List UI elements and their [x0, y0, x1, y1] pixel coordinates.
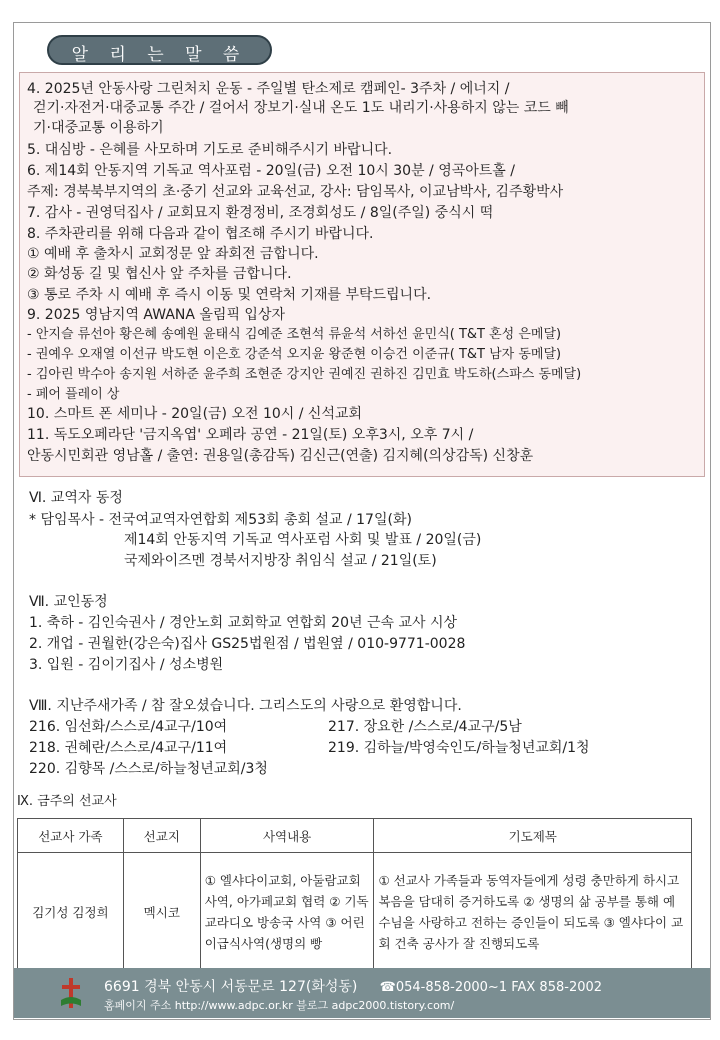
notice-line: 5. 대심방 - 은혜를 사모하며 기도로 준비해주시기 바랍니다. [27, 142, 393, 158]
notice-line: - 페어 플레이 상 [27, 387, 120, 402]
new-family-item: 220. 김향목 /스스로/하늘청년교회/3청 [29, 761, 268, 777]
cell-family: 김기성 김정희 [18, 853, 124, 971]
footer-phone: ☎054-858-2000~1 FAX 858-2002 [379, 980, 603, 995]
member-line: 3. 입원 - 김이기집사 / 성소병원 [29, 657, 224, 673]
notice-line: ② 화성동 길 및 협신사 앞 주차를 금합니다. [27, 266, 292, 282]
header-prayer: 기도제목 [374, 819, 692, 853]
member-line: 2. 개업 - 권월한(강은숙)집사 GS25법원점 / 법원옆 / 010-9771-0028 [29, 636, 466, 652]
notice-line: - 안지슬 류선아 황은혜 송예원 윤태식 김예준 조현석 류윤석 서하선 윤민식( T&T 혼성 은메달) [27, 327, 562, 342]
member-line: 1. 축하 - 김인숙권사 / 경안노회 교회학교 연합회 20년 근속 교사 시상 [29, 615, 457, 631]
missionary-table [17, 818, 692, 971]
table-header-row [18, 819, 692, 853]
header-family: 선교사 가족 [18, 819, 124, 853]
footer-links: 홈페이지 주소 http://www.adpc.or.kr 블로그 adpc2000.tistory.com/ [104, 999, 455, 1012]
notice-line: ③ 통로 주차 시 예배 후 즉시 이동 및 연락처 기재를 부탁드립니다. [27, 287, 432, 303]
section-header-pill [47, 35, 272, 65]
section-header-title: 알 리 는 말 씀 [71, 45, 248, 65]
notice-line: 10. 스마트 폰 세미나 - 20일(금) 오전 10시 / 신석교회 [27, 406, 363, 422]
cell-location: 멕시코 [123, 853, 200, 971]
church-logo-icon [58, 976, 84, 1012]
staff-line: 제14회 안동지역 기독교 역사포럼 사회 및 발표 / 20일(금) [124, 532, 482, 548]
notice-line: 주제: 경북북부지역의 초·중기 선교와 교육선교, 강사: 담임목사, 이교남박사, 김주황박사 [27, 184, 564, 200]
header-location: 선교지 [123, 819, 200, 853]
notice-line: 8. 주차관리를 위해 다음과 같이 협조해 주시기 바랍니다. [27, 226, 374, 242]
new-family-item: 216. 임선화/스스로/4교구/10여 [29, 719, 228, 735]
notice-line: 걷기·자전거·대중교통 주간 / 걸어서 장보기·실내 온도 1도 내리기·사용하지 않는 코드 빼 [33, 100, 569, 116]
notice-line: 안동시민회관 영남홀 / 출연: 권용일(총감독) 김신근(연출) 김지혜(의상감독) 신창훈 [27, 448, 534, 464]
footer-address: 6691 경북 안동시 서동문로 127(화성동) [104, 979, 358, 995]
notice-line: 4. 2025년 안동사랑 그린처치 운동 - 주일별 탄소제로 캠페인- 3주차 / 에너지 / [27, 81, 510, 97]
notice-line: 7. 감사 - 권영덕집사 / 교회묘지 환경정비, 조경회성도 / 8일(주일) 중식시 떡 [27, 205, 494, 221]
notice-line: 9. 2025 영남지역 AWANA 올림픽 입상자 [27, 307, 285, 323]
staff-line: * 담임목사 - 전국여교역자연합회 제53회 총회 설교 / 17일(화) [29, 512, 412, 528]
notice-line: ① 예배 후 출차시 교회정문 앞 좌회전 금합니다. [27, 246, 319, 262]
staff-line: 국제와이즈멘 경북서지방장 취임식 설교 / 21일(토) [124, 553, 437, 569]
notice-line: 6. 제14회 안동지역 기독교 역사포럼 - 20일(금) 오전 10시 30분 / 영곡아트홀 / [27, 163, 516, 179]
section-title-missionary: Ⅸ. 금주의 선교사 [17, 794, 117, 809]
section-title-new-family: Ⅷ. 지난주새가족 / 참 잘오셨습니다. 그리스도의 사랑으로 환영합니다. [29, 698, 462, 714]
notice-line: - 김아린 박수아 송지원 서하준 윤주희 조현준 강지안 권예진 권하진 김민효 박도하(스파스 동메달) [27, 367, 582, 382]
cell-ministry: ① 엘샤다이교회, 아둘람교회 사역, 아가페교회 협력 ② 기독교라디오 방송국 사역 ③ 어린이급식사역(생명의 빵 [200, 853, 374, 971]
section-title-staff: Ⅵ. 교역자 동정 [29, 490, 123, 506]
header-ministry: 사역내용 [200, 819, 374, 853]
new-family-item: 217. 장요한 /스스로/4교구/5남 [328, 719, 522, 735]
section-title-members: Ⅶ. 교인동정 [29, 594, 108, 610]
new-family-item: 218. 권혜란/스스로/4교구/11여 [29, 740, 228, 756]
notice-line: 기·대중교통 이용하기 [33, 120, 164, 136]
notice-line: - 권예우 오재열 이선규 박도현 이은호 강준석 오지윤 왕준현 이승건 이준규( T&T 남자 동메달) [27, 347, 562, 362]
church-footer [14, 968, 710, 1018]
footer-contact [104, 976, 602, 996]
cell-prayer: ① 선교사 가족들과 동역자들에게 성령 충만하게 하시고 복음을 담대히 증거하도록 ② 생명의 삶 공부를 통해 예수님을 사랑하고 전하는 증인들이 되도록 ③ 엘샤다이 교회 건축 공사가 잘 진행되도록 [374, 853, 692, 971]
table-row [18, 853, 692, 971]
new-family-item: 219. 김하늘/박영숙인도/하늘청년교회/1청 [328, 740, 590, 756]
notice-line: 11. 독도오페라단 '금지옥엽' 오페라 공연 - 21일(토) 오후3시, 오후 7시 / [27, 427, 474, 443]
